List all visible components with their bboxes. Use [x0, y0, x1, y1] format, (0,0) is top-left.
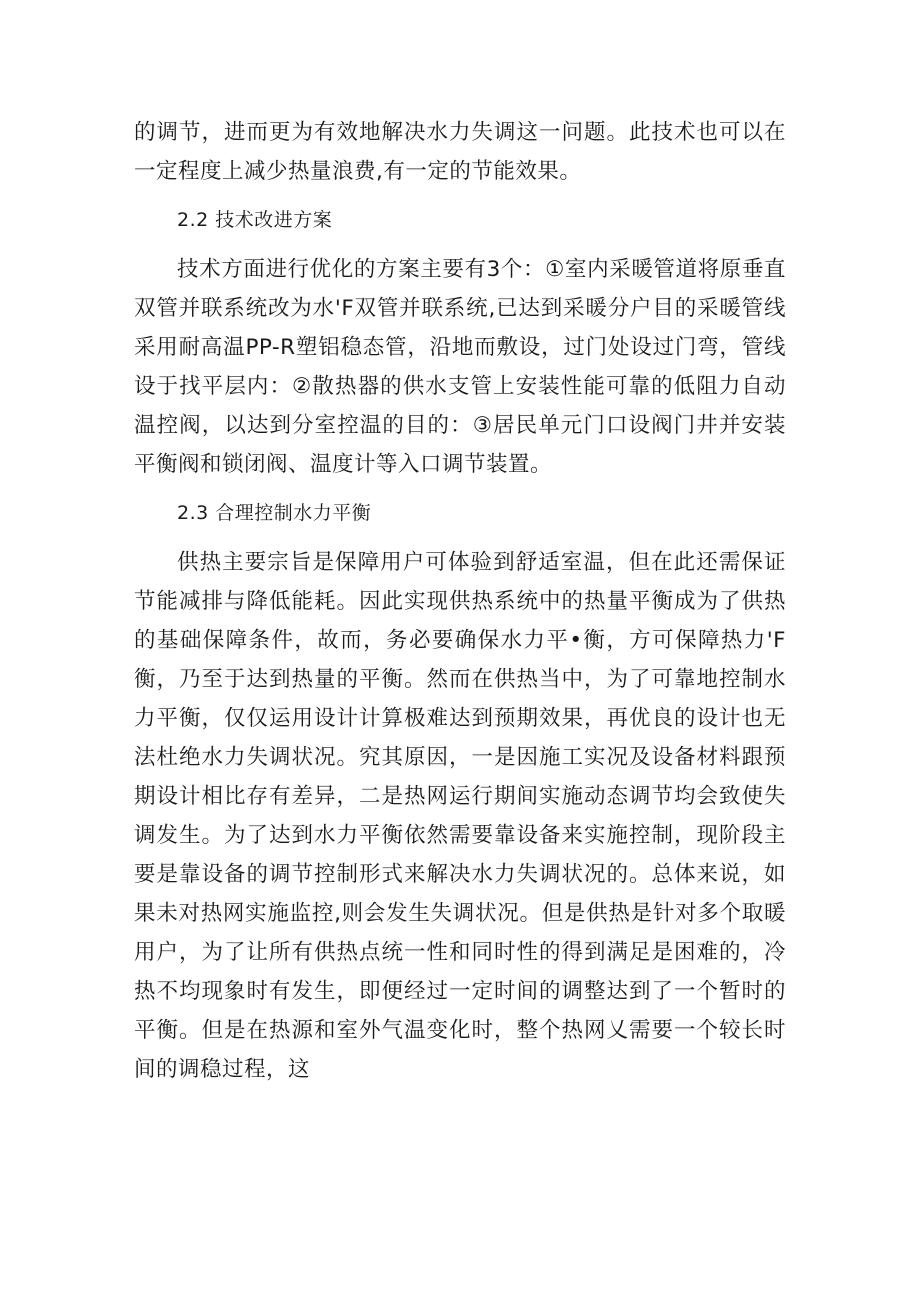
- section-heading-2-3: 2.3 合理控制水力平衡: [177, 502, 372, 524]
- paragraph-hydraulic-balance: 供热主要宗旨是保障用户可体验到舒适室温，但在此还需保证节能减排与降低能耗。因此实现供热系统中的热量平衡成为了供热的基础保障条件，故而，务必要确保水力平•衡，方可保障热力'F衡，乃至于达到热量的平衡。然而在供热当中，为了可靠地控制水力平衡，仅仅运用设计计算极难达到预期效果，再优良的设计也无法杜绝水力失调状况。究其原因，一是因施工实况及设备材料跟预期设计相比存有差异，二是热网运行期间实施动态调节均会致使失调发生。为了达到水力平衡依然需要靠设备来实施控制，现阶段主要是靠设备的调节控制形式来解决水力失调状况的。总体来说，如果未对热网实施监控,则会发生失调状况。但是供热是针对多个取暖用户，为了让所有供热点统一性和同时性的得到满足是困难的，冷热不均现象时有发生，即便经过一定时间的调整达到了一个暂时的平衡。但是在热源和室外气温变化时，整个热网乂需要一个较长时间的调稳过程，这: [134, 550, 786, 1082]
- paragraph-technical-plan: 技术方面进行优化的方案主要有3个：①室内采暖管道将原垂直双管并联系统改为水'F双管并联系统,已达到采暖分户目的采暖管线采用耐高温PP-R塑铝稳态管，沿地而敷设，过门处设过门弯，管线设于找平层内：②散热器的供水支管上安装性能可靠的低阻力自动温控阀，以达到分室控温的目的：③居民单元门口设阀门井并安装平衡阀和锁闭阀、温度计等入口调节装置。: [134, 257, 786, 477]
- document-body: [134, 113, 786, 1089]
- section-heading-2-2: 2.2 技术改进方案: [177, 209, 333, 231]
- paragraph-continuation: 的调节，进而更为有效地解决水力失调这一问题。此技术也可以在一定程度上减少热量浪费,有一定的节能效果。: [134, 120, 786, 184]
